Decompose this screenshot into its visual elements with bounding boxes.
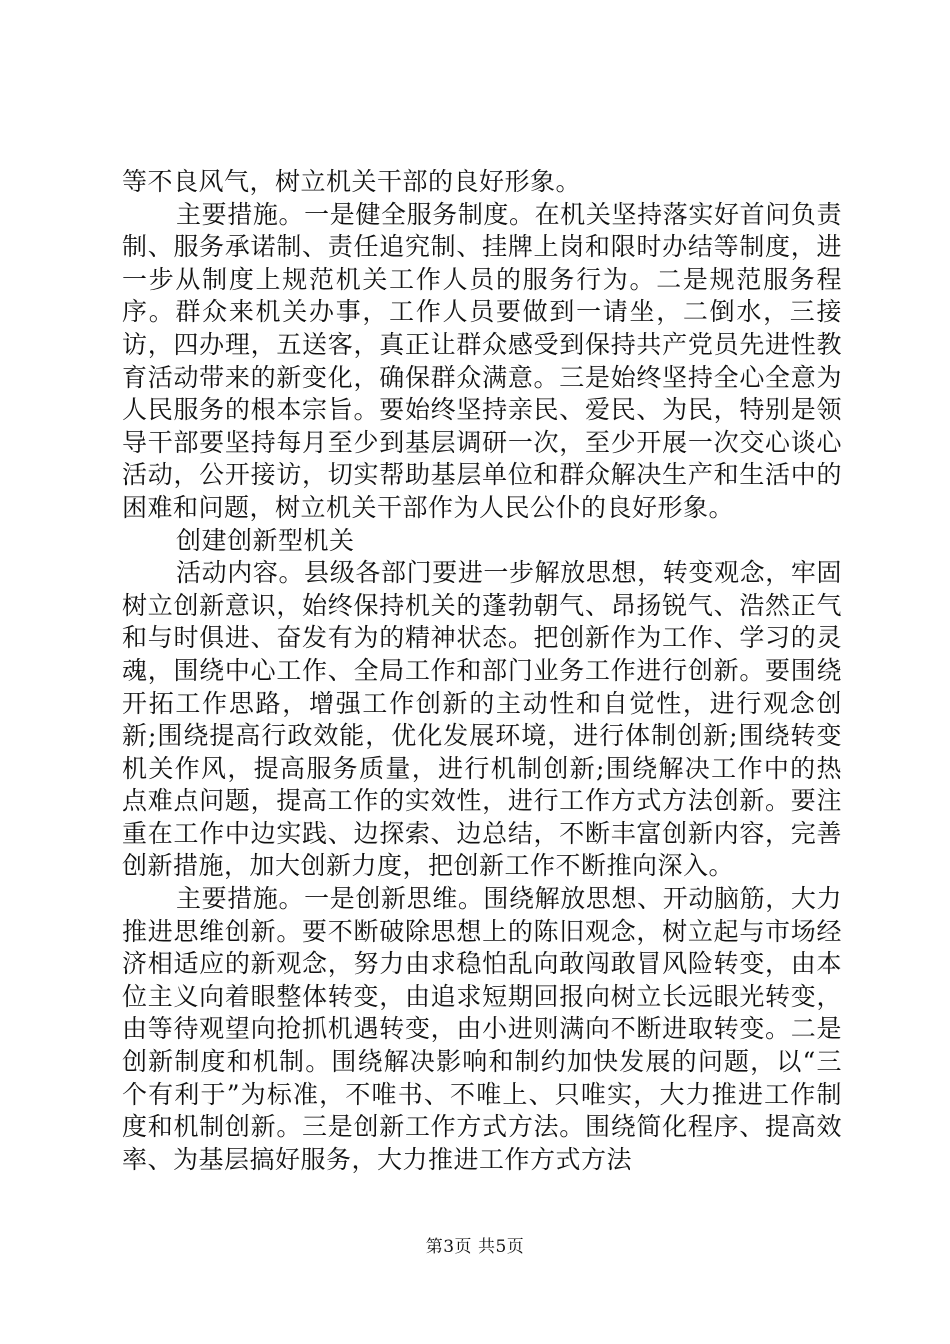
paragraph-3: 活动内容。县级各部门要进一步解放思想，转变观念，牢固树立创新意识，始终保持机关的蓬勃朝气、昂扬锐气、浩然正气和与时俱进、奋发有为的精神状态。把创新作为工作、学习的灵魂，围绕中心工作、全局工作和部门业务工作进行创新。要围绕开拓工作思路，增强工作创新的主动性和自觉性，进行观念创新;围绕提高行政效能，优化发展环境，进行体制创新;围绕转变机关作风，提高服务质量，进行机制创新;围绕解决工作中的热点难点问题，提高工作的实效性，进行工作方式方法创新。要注重在工作中边实践、边探索、边总结，不断丰富创新内容，完善创新措施，加大创新力度，把创新工作不断推向深入。 (122, 558, 842, 881)
paragraph-2: 主要措施。一是健全服务制度。在机关坚持落实好首问负责制、服务承诺制、责任追究制、挂牌上岗和限时办结等制度，进一步从制度上规范机关工作人员的服务行为。二是规范服务程序。群众来机关办事，工作人员要做到一请坐，二倒水，三接访，四办理，五送客，真正让群众感受到保持共产党员先进性教育活动带来的新变化，确保群众满意。三是始终坚持全心全意为人民服务的根本宗旨。要始终坚持亲民、爱民、为民，特别是领导干部要坚持每月至少到基层调研一次，至少开展一次交心谈心活动，公开接访，切实帮助基层单位和群众解决生产和生活中的困难和问题，树立机关干部作为人民公仆的良好形象。 (122, 199, 842, 522)
paragraph-4: 主要措施。一是创新思维。围绕解放思想、开动脑筋，大力推进思维创新。要不断破除思想上的陈旧观念，树立起与市场经济相适应的新观念，努力由求稳怕乱向敢闯敢冒风险转变，由本位主义向着眼整体转变，由追求短期回报向树立长远眼光转变，由等待观望向抢抓机遇转变，由小进则满向不断进取转变。二是创新制度和机制。围绕解决影响和制约加快发展的问题，以“三个有利于”为标准，不唯书、不唯上、只唯实，大力推进工作制度和机制创新。三是创新工作方式方法。围绕简化程序、提高效率、为基层搞好服务，大力推进工作方式方法 (122, 884, 842, 1174)
section-heading: 创建创新型机关 (176, 525, 355, 555)
document-body (122, 166, 842, 1176)
page-footer: 第3页 共5页 (425, 1237, 525, 1257)
paragraph-1: 等不良风气，树立机关干部的良好形象。 (122, 167, 582, 196)
